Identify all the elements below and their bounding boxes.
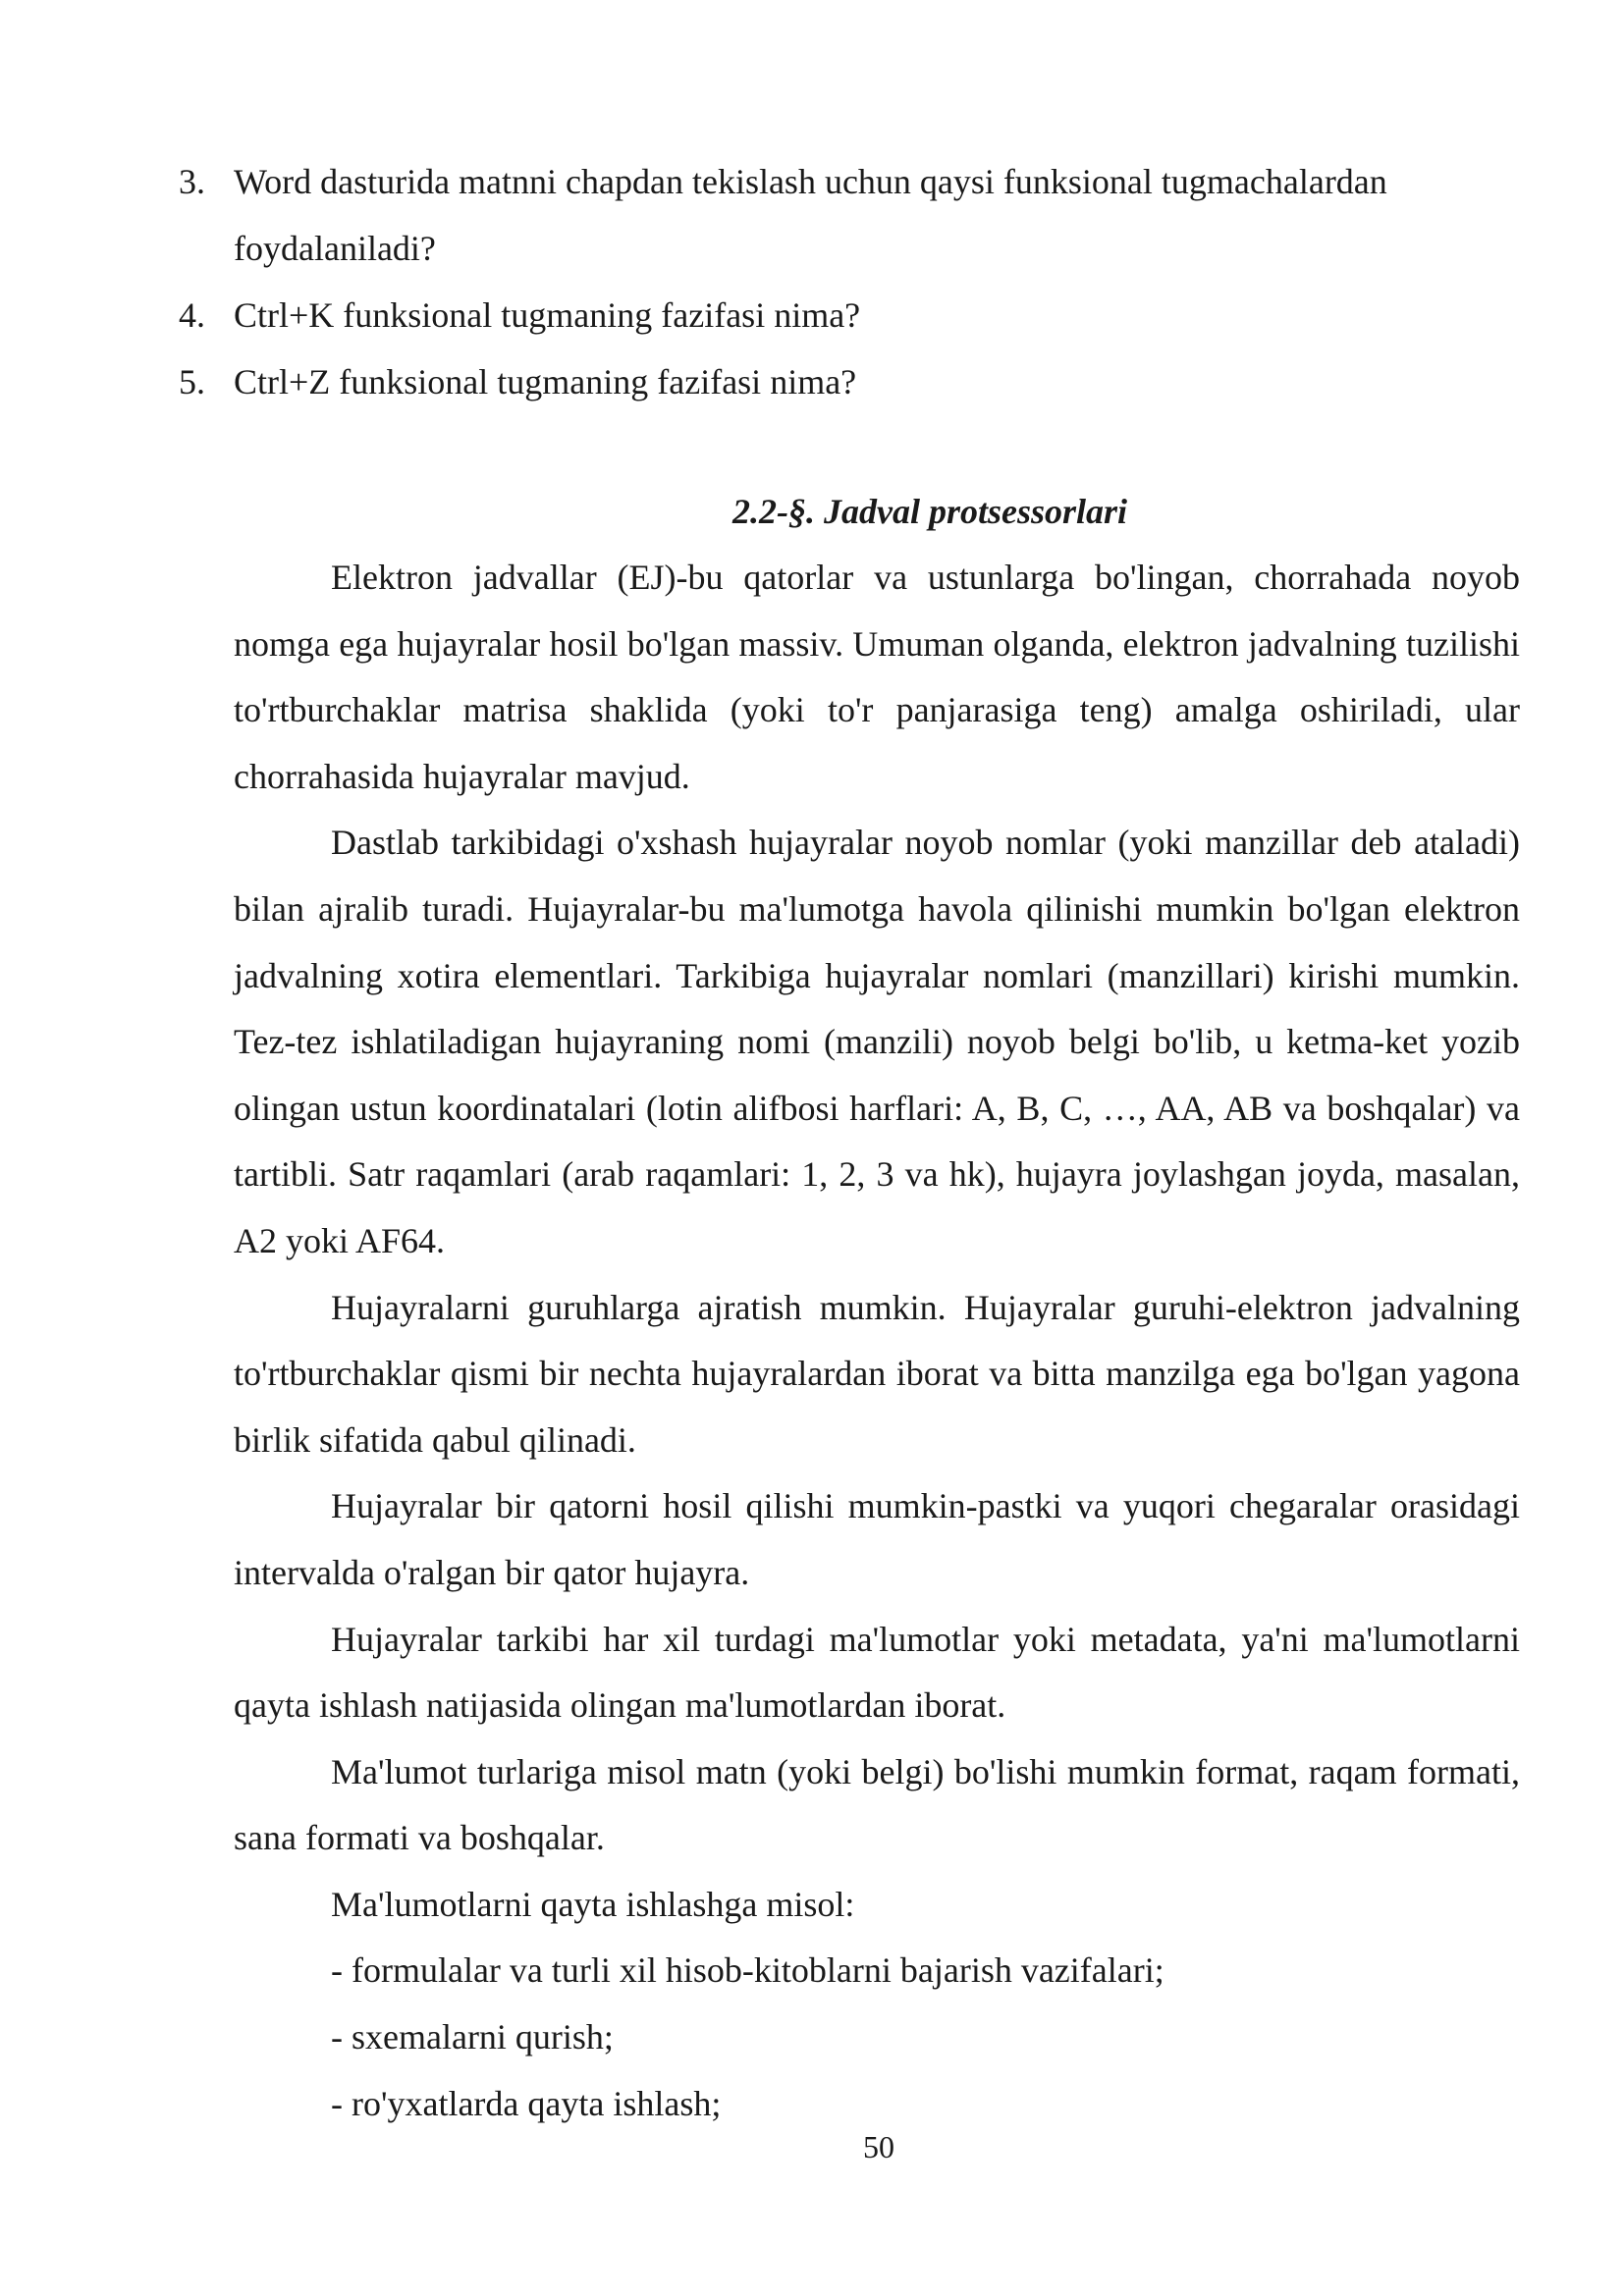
example-intro: Ma'lumotlarni qayta ishlashga misol: bbox=[331, 1884, 855, 1924]
list-item: - formulalar va turli xil hisob-kitoblarni bajarish vazifalari; bbox=[331, 1950, 1164, 1991]
paragraph: Elektron jadvallar (EJ)-bu qatorlar va ustunlarga bo'lingan, chorrahada noyob nomga ega hujayralar hosil bo'lgan massiv. Umuman olganda, elektron jadvalning tuzilishi to'rtburchaklar matrisa shaklida (yoki to'r panjarasiga teng) amalga oshiriladi, ular chorrahasida hujayralar mavjud. bbox=[234, 558, 1520, 796]
list-item: - ro'yxatlarda qayta ishlash; bbox=[331, 2083, 722, 2123]
question-item bbox=[179, 282, 1529, 348]
question-item bbox=[179, 148, 1529, 282]
question-number: 3. bbox=[179, 162, 205, 201]
list-item: - sxemalarni qurish; bbox=[331, 2017, 614, 2057]
question-number: 4. bbox=[179, 295, 205, 335]
question-text: Word dasturida matnni chapdan tekislash uchun qaysi funksional tugmachalardan foydalaniladi? bbox=[234, 162, 1387, 268]
question-number: 5. bbox=[179, 362, 205, 401]
paragraph: Dastlab tarkibidagi o'xshash hujayralar noyob nomlar (yoki manzillar deb ataladi) bilan ajralib turadi. Hujayralar-bu ma'lumotga havola qilinishi mumkin bo'lgan elektron jadvalning xotira elementlari. Tarkibiga hujayralar nomlari (manzillari) kirishi mumkin. Tez-tez ishlatiladigan hujayraning nomi (manzili) noyob belgi bo'lib, u ketma-ket yozib olingan ustun koordinatalari (lotin alifbosi harflari: A, B, C, …, AA, AB va boshqalar) va tartibli. Satr raqamlari (arab raqamlari: 1, 2, 3 va hk), hujayra joylashgan joyda, masalan, A2 yoki AF64. bbox=[234, 823, 1520, 1260]
question-item bbox=[179, 348, 1529, 415]
paragraph: Hujayralar tarkibi har xil turdagi ma'lumotlar yoki metadata, ya'ni ma'lumotlarni qayta ishlash natijasida olingan ma'lumotlardan iborat. bbox=[234, 1619, 1520, 1726]
question-text: Ctrl+K funksional tugmaning fazifasi nima? bbox=[234, 295, 861, 335]
paragraph: Hujayralar bir qatorni hosil qilishi mumkin-pastki va yuqori chegaralar orasidagi intervalda o'ralgan bir qator hujayra. bbox=[234, 1486, 1520, 1592]
page-number: 50 bbox=[863, 2129, 894, 2164]
paragraph: Hujayralarni guruhlarga ajratish mumkin. Hujayralar guruhi-elektron jadvalning to'rtburchaklar qismi bir nechta hujayralardan iborat va bitta manzilga ega bo'lgan yagona birlik sifatida qabul qilinadi. bbox=[234, 1287, 1520, 1460]
question-list bbox=[179, 148, 1529, 415]
section-title: 2.2-§. Jadval protsessorlari bbox=[731, 492, 1127, 531]
section-body bbox=[234, 545, 1520, 2137]
question-text: Ctrl+Z funksional tugmaning fazifasi nima? bbox=[234, 362, 857, 401]
paragraph: Ma'lumot turlariga misol matn (yoki belgi) bo'lishi mumkin format, raqam formati, sana formati va boshqalar. bbox=[234, 1751, 1520, 1858]
